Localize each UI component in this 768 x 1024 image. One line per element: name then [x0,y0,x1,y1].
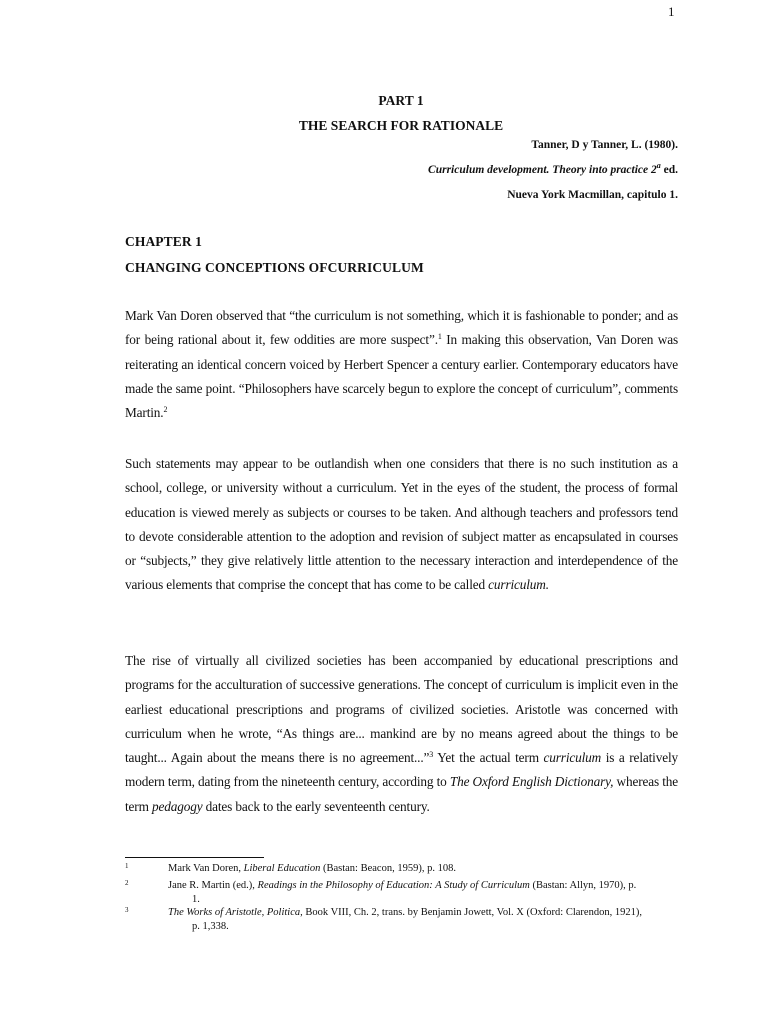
footnote-1-text-a: Mark Van Doren, [168,863,244,874]
paragraph-3 [125,649,678,819]
paragraph-1-text-b: In making this observation, Van Doren was reiterating an identical concern voiced by Herbert Spencer a century earlier. Contemporary educators have made the same point. “Philosophers have scarcely begun to explore the concept of curriculum”, comments Martin. [125,332,678,421]
edition-suffix: ed. [660,164,678,176]
paragraph-2-text-a: Such statements may appear to be outlandish when one considers that there is no such institution as a school, college, or university without a curriculum. Yet in the eyes of the student, the process of formal education is viewed merely as subjects or courses to be taken. And although teachers and professors tend to devote considerable attention to the adoption and revision of subject matter as encapsulated in courses or “subjects,” they give relatively little attention to the necessary interaction and interdependence of the various elements that comprise the concept that has come to be called [125,456,678,593]
footnote-1-text-b: (Bastan: Beacon, 1959), p. 108. [320,863,456,874]
footnote-2-text-a: Jane R. Martin (ed.), [168,880,258,891]
footnote-3-continuation: p. 1,338. [192,921,229,932]
paragraph-3-italic-oxford: The Oxford English Dictionary, [449,774,614,790]
footnote-1-italic: Liberal Education [243,863,321,874]
footnote-2 [125,879,678,907]
footnote-ref-2: 2 [163,405,168,415]
footnote-separator [125,857,264,858]
chapter-title: CHANGING CONCEPTIONS OFCURRICULUM [125,260,424,275]
part-heading: PART 1 [378,93,424,108]
footnote-ref-1: 1 [437,332,442,342]
footnote-2-italic: Readings in the Philosophy of Education: A Study of Curriculum [257,880,530,891]
page-number: 1 [668,4,675,19]
footnote-2-number: 2 [125,879,129,887]
paragraph-2 [125,452,678,598]
paragraph-3-text-b: Yet the actual term [433,750,544,766]
reference-publisher: Nueva York Macmillan, capitulo 1. [507,189,678,201]
paragraph-3-text-e: dates back to the early seventeenth century. [202,798,430,814]
reference-authors: Tanner, D y Tanner, L. (1980). [531,139,678,151]
book-title-text: Curriculum development. Theory into practice 2 [428,164,657,176]
footnote-3-italic: The Works of Aristotle, Politica, [168,907,303,918]
paragraph-3-italic-pedagogy: pedagogy [151,798,203,814]
footnote-2-continuation: 1. [192,894,200,905]
paragraph-2-italic: curriculum. [488,577,549,593]
footnote-1 [125,862,678,876]
footnote-ref-3: 3 [429,750,434,760]
footnote-3 [125,906,678,934]
paragraph-3-text-d: whereas the term [125,774,678,814]
footnote-3-text-b: Book VIII, Ch. 2, trans. by Benjamin Jowett, Vol. X (Oxford: Clarendon, 1921), [302,907,642,918]
paragraph-3-text-c: is a relatively modern term, dating from the nineteenth century, according to [125,750,678,790]
edition-superscript: a [656,161,661,170]
paragraph-1-text-a: Mark Van Doren observed that “the curriculum is not something, which it is fashionable to ponder; and as for being rational about it, few oddities are more suspect”. [125,308,678,348]
paragraph-3-italic-curriculum: curriculum [543,750,602,766]
chapter-heading: CHAPTER 1 [125,234,203,249]
part-title: THE SEARCH FOR RATIONALE [298,118,504,133]
footnote-1-number: 1 [125,862,129,870]
reference-book-title [300,161,678,176]
footnote-3-number: 3 [125,906,129,914]
footnote-2-text-b: (Bastan: Allyn, 1970), p. [529,880,637,891]
paragraph-1 [125,304,678,425]
paragraph-3-text-a: The rise of virtually all civilized societies has been accompanied by educational prescriptions and programs for the acculturation of successive generations. The concept of curriculum is implicit even in the earliest educational prescriptions and programs of civilized societies. Aristotle was concerned with curriculum when he wrote, “As things are... mankind are by no means agreed about the things to be taught... Again about the means there is no agreement...” [125,653,678,766]
